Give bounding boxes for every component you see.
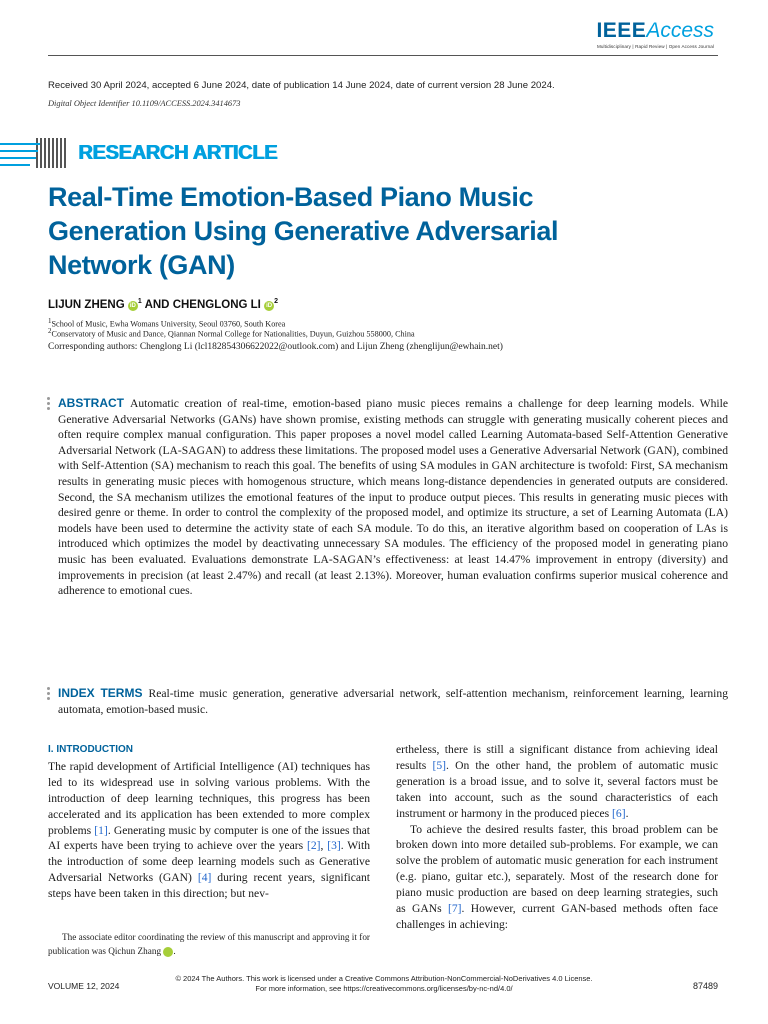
citation-link[interactable]: [1] <box>94 823 108 837</box>
citation-link[interactable]: [2] <box>306 839 321 853</box>
research-article-label: RESEARCH ARTICLE <box>78 141 277 164</box>
abstract-marker <box>47 397 51 412</box>
affiliation-1: $^1$School of Music, Ewha Womans University, Seoul 03760, South Korea <box>48 317 286 329</box>
doi: Digital Object Identifier 10.1109/ACCESS.2024.3414673 <box>48 99 241 108</box>
article-type-banner <box>0 136 277 170</box>
logo-tagline: Multidisciplinary | Rapid Review | Open Access Journal <box>596 44 714 49</box>
orcid-icon[interactable]: iD <box>266 302 273 309</box>
abstract-text: Automatic creation of real-time, emotion-based piano music pieces remains a challenge for deep learning models. While Generative Adversarial Networks (GANs) have shown promise, existing methods can struggle with generating musically coherent pieces and often require complex manual configuration. This paper proposes a novel model called Learning Automata-based Self-Attention Generative Adversarial Network (LA-SAGAN) to address these limitations. The proposed model uses a Generative Adversarial Network (GAN), combined with Self-Attention (SA) mechanism to reach this goal. The benefits of using SA modules in GAN architecture is twofold: First, SA mechanism results in generating music pieces with homogenous structure, which means long-distance dependencies in generated outputs are considered. Second, the SA mechanism utilizes the emotional features of the input to produce output pieces. This results in generating music pieces with desired genre or theme. In order to control the complexity of the proposed model, and optimize its structure, a set of Learning Automata (LA) models have been used to determine the activity state of each SA module. To do this, an iterative algorithm based on cooperation of LAs is introduced which optimizes the model by deactivating unnecessary SA modules. The efficiency of the proposed model in generating piano music has been evaluated. Evaluations demonstrate LA-SAGAN’s effectiveness: at least 14.47% improvement in entropy (diversity) and improvements in precision (at least 2.47%) and recall (at least 2.13%). Moreover, human evaluation confirms superior musical coherence and adherence to emotional cues. <box>58 397 728 598</box>
abstract <box>58 396 728 599</box>
journal-logo <box>596 20 714 49</box>
citation-link[interactable]: [4] <box>197 871 212 885</box>
author-1[interactable]: LIJUN ZHENG <box>48 298 125 311</box>
editor-footnote: The associate editor coordinating the review of this manuscript and approving it for publication was Qichun Zhang iD. <box>48 932 370 956</box>
header-rule <box>48 55 718 56</box>
index-terms-marker <box>47 687 51 702</box>
intro-paragraph-2: To achieve the desired results faster, this broad problem can be broken down into more detailed sub-problems. For example, we can solve the problem of automatic music generation for each instrument (e.g. piano, guitar etc.), separately. Most of the research done for piano music production are based on deep learning strategies, such as GANs [7]. However, current GAN-based methods often face challenges in achieving: <box>396 822 719 931</box>
license-notice: © 2024 The Authors. This work is licensed under a Creative Commons Attribution-NonCommercial-NoDerivatives 4.0 License. For more information, see https://creativecommons.org/licenses/by-nc-nd/4.0/ <box>0 974 768 994</box>
affiliation-2: $^2$Conservatory of Music and Dance, Qiannan Normal College for Nationalities, Duyun, Guizhou 558000, China <box>48 327 415 339</box>
citation-link[interactable]: [5] <box>432 758 446 772</box>
intro-paragraph-1: The rapid development of Artificial Intelligence (AI) techniques has led to its widespread use in solving various problems. With the introduction of deep learning techniques, this progress has been accelerated and its application has been extended to more complex problems [1]. Generating music by computer is one of the issues that AI experts have been trying to achieve over the years [2], [3]. With the introduction of some deep learning models such as Generative Adversarial Networks (GAN) [4] during recent years, significant steps have been taken in this direction; but nev- <box>48 759 370 901</box>
column-left <box>48 742 370 902</box>
paper-title: Real-Time Emotion-Based Piano Music Generation Using Generative Adversarial Network (GAN) <box>48 182 559 280</box>
banner-bars-graphic <box>0 138 70 168</box>
author-line: LIJUN ZHENG $iD^1$ AND CHENGLONG LI $iD^2$ <box>48 298 278 311</box>
index-terms-heading: INDEX TERMS <box>58 686 143 700</box>
orcid-icon[interactable]: iD <box>163 947 173 957</box>
column-right <box>396 742 718 933</box>
index-terms <box>58 686 728 717</box>
received-dates: Received 30 April 2024, accepted 6 June 2024, date of publication 14 June 2024, date of current version 28 June 2024. <box>48 80 555 91</box>
logo-ieee: IEEE <box>596 19 647 42</box>
section-heading-introduction: I. INTRODUCTION <box>48 744 133 755</box>
corresponding-authors: Corresponding authors: Chenglong Li (lcl182854306622022@outlook.com) and Lijun Zheng (zhenglijun@ewhain.net) <box>48 342 503 352</box>
author-2[interactable]: CHENGLONG LI <box>172 298 261 311</box>
license-link[interactable]: For more information, see https://creativecommons.org/licenses/by-nc-nd/4.0/ <box>255 984 513 993</box>
logo-access: Access <box>646 19 714 42</box>
intro-paragraph-1-cont: ertheless, there is still a significant distance from achieving ideal results [5]. On the other hand, the problem of automatic music generation is a broad issue, and to solve it, several factors must be taken into account, such as the sound characteristics of each instrument or harmony in the produced pieces [6]. <box>396 743 718 820</box>
orcid-icon[interactable]: iD <box>129 302 136 309</box>
page-number: 87489 <box>692 981 718 991</box>
citation-link[interactable]: [7] <box>447 902 462 916</box>
abstract-heading: ABSTRACT <box>58 396 124 410</box>
citation-link[interactable]: [3] <box>327 839 341 853</box>
index-terms-text: Real-time music generation, generative adversarial network, self-attention mechanism, reinforcement learning, learning automata, emotion-based music. <box>58 687 728 716</box>
citation-link[interactable]: [6] <box>612 806 626 820</box>
volume-label: VOLUME 12, 2024 <box>48 981 120 991</box>
